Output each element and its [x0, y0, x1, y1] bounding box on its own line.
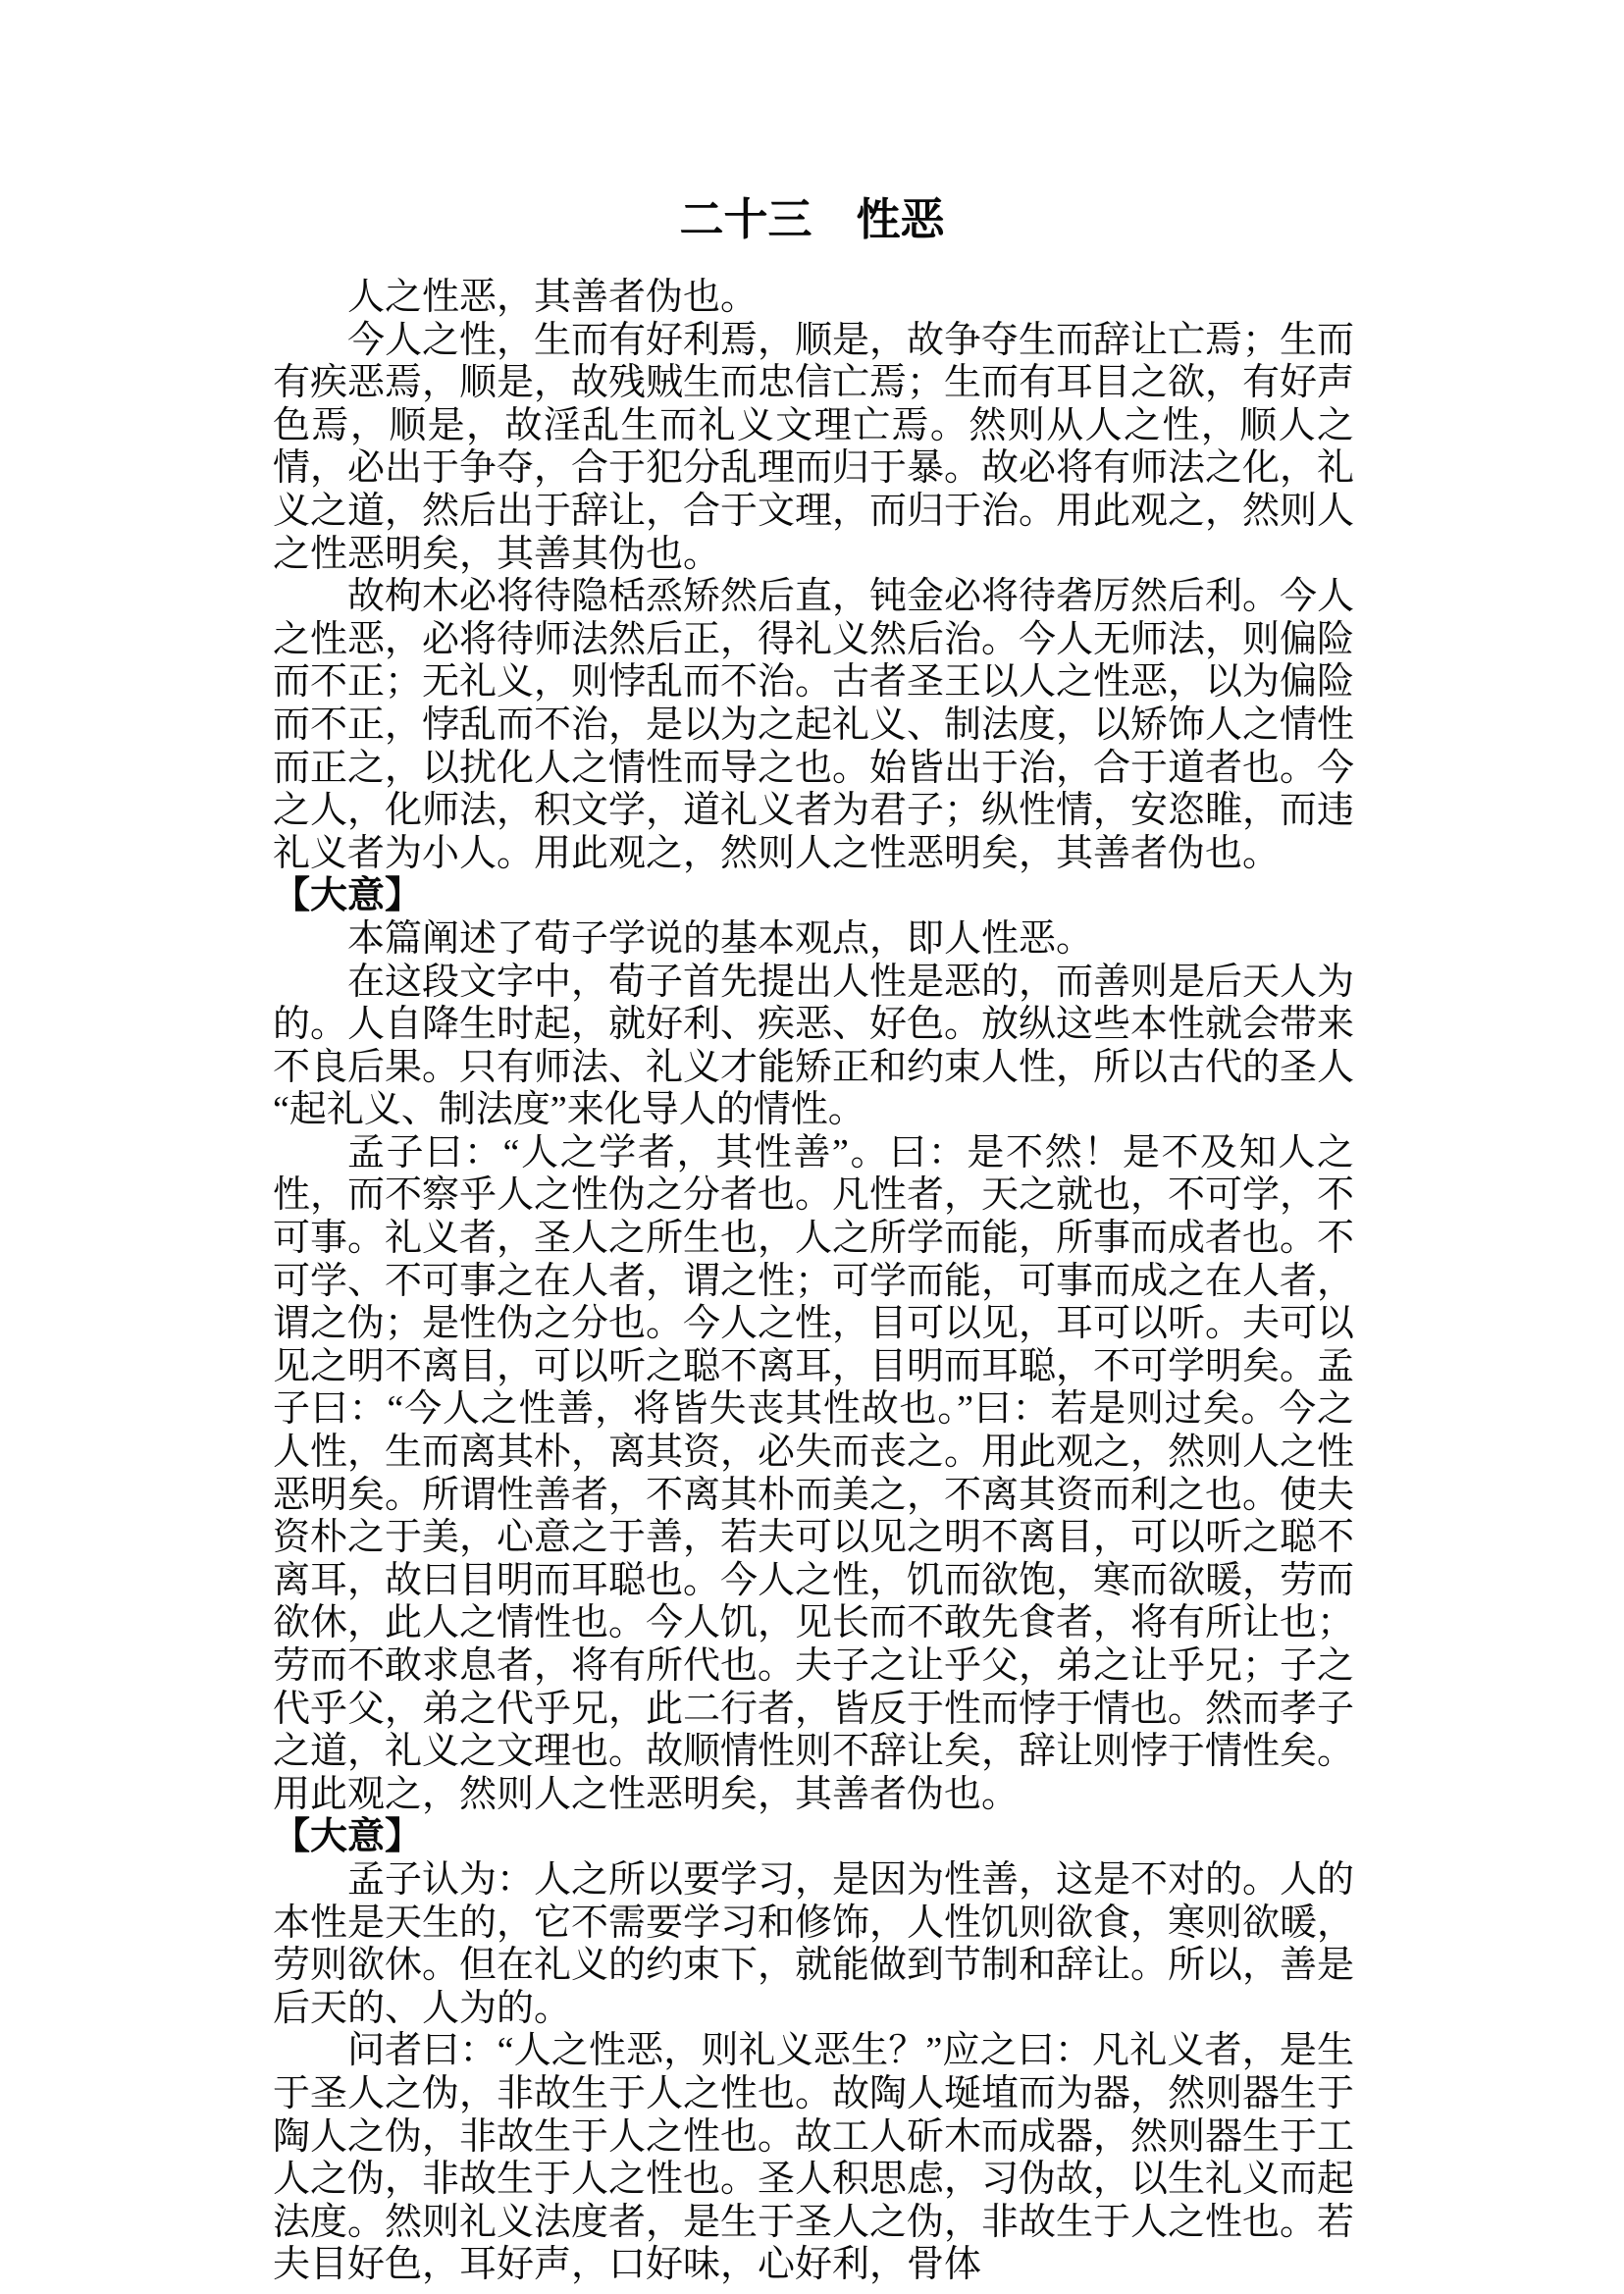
body-paragraph: 本篇阐述了荀子学说的基本观点，即人性恶。 [347, 917, 1094, 960]
body-paragraph: 孟子认为：人之所以要学习，是因为性善，这是不对的。人的本性是天生的，它不需要学习和修饰，人性饥则欲食，寒则欲暖，劳则欲休。但在礼义的约束下，就能做到节制和辞让。所以，善是后天的、人为的。 [273, 1858, 1355, 2029]
body-paragraph: 问者曰：“人之性恶，则礼义恶生？”应之曰：凡礼义者，是生于圣人之伪，非故生于人之性也。故陶人埏埴而为器，然则器生于陶人之伪，非故生于人之性也。故工人斫木而成器，然则器生于工人之伪，非故生于人之性也。圣人积思虑，习伪故，以生礼义而起法度。然则礼义法度者，是生于圣人之伪，非故生于人之性也。若夫目好色，耳好声，口好味，心好利，骨体 [273, 2030, 1355, 2286]
page-title: 二十三 性恶 [679, 195, 945, 244]
section-heading: 【大意】 [273, 875, 423, 917]
section-heading: 【大意】 [273, 1816, 423, 1858]
body-paragraph: 今人之性，生而有好利焉，顺是，故争夺生而辞让亡焉；生而有疾恶焉，顺是，故残贼生而忠信亡焉；生而有耳目之欲，有好声色焉，顺是，故淫乱生而礼义文理亡焉。然则从人之性，顺人之情，必出于争夺，合于犯分乱理而归于暴。故必将有师法之化，礼义之道，然后出于辞让，合于文理，而归于治。用此观之，然则人之性恶明矣，其善其伪也。 [273, 319, 1355, 575]
body-paragraph: 人之性恶，其善者伪也。 [347, 277, 759, 318]
body-paragraph: 在这段文字中，荀子首先提出人性是恶的，而善则是后天人为的。人自降生时起，就好利、疾恶、好色。放纵这些本性就会带来不良后果。只有师法、礼义才能矫正和约束人性，所以古代的圣人“起礼义、制法度”来化导人的情性。 [273, 961, 1355, 1131]
body-paragraph: 故枸木必将待隐栝烝矫然后直，钝金必将待砻厉然后利。今人之性恶，必将待师法然后正，得礼义然后治。今人无师法，则偏险而不正；无礼义，则悖乱而不治。古者圣王以人之性恶，以为偏险而不正，悖乱而不治，是以为之起礼义、制法度，以矫饰人之情性而正之，以扰化人之情性而导之也。始皆出于治，合于道者也。今之人，化师法，积文学，道礼义者为君子；纵性情，安恣睢，而违礼义者为小人。用此观之，然则人之性恶明矣，其善者伪也。 [273, 576, 1355, 874]
document-body [273, 277, 1354, 2287]
body-paragraph: 孟子曰：“人之学者，其性善”。曰：是不然！是不及知人之性，而不察乎人之性伪之分者也。凡性者，天之就也，不可学，不可事。礼义者，圣人之所生也，人之所学而能，所事而成者也。不可学、不可事之在人者，谓之性；可学而能，可事而成之在人者，谓之伪；是性伪之分也。今人之性，目可以见，耳可以听。夫可以见之明不离目，可以听之聪不离耳，目明而耳聪，不可学明矣。孟子曰：“今人之性善，将皆失丧其性故也。”曰：若是则过矣。今之人性，生而离其朴，离其资，必失而丧之。用此观之，然则人之性恶明矣。所谓性善者，不离其朴而美之，不离其资而利之也。使夫资朴之于美，心意之于善，若夫可以见之明不离目，可以听之聪不离耳，故曰目明而耳聪也。今人之性，饥而欲饱，寒而欲暖，劳而欲休，此人之情性也。今人饥，见长而不敢先食者，将有所让也；劳而不敢求息者，将有所代也。夫子之让乎父，弟之让乎兄；子之代乎父，弟之代乎兄，此二行者，皆反于性而悖于情也。然而孝子之道，礼义之文理也。故顺情性则不辞让矣，辞让则悖于情性矣。用此观之，然则人之性恶明矣，其善者伪也。 [273, 1131, 1355, 1815]
